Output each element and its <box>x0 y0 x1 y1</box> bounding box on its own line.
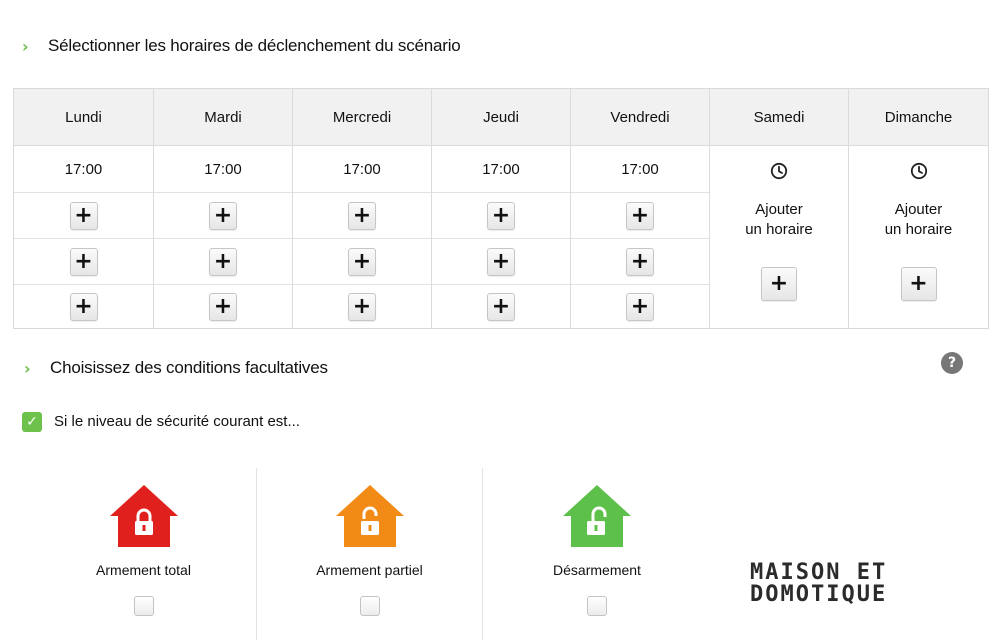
add-time-button[interactable]: + <box>487 293 515 321</box>
add-slot-cell <box>432 238 570 284</box>
add-slot-cell <box>154 238 292 284</box>
security-condition-checkbox[interactable]: ✓ <box>22 412 42 432</box>
add-time-button[interactable]: + <box>901 267 937 301</box>
day-column-vendredi <box>570 89 709 328</box>
add-text-line: Ajouter <box>755 201 803 218</box>
schedule-section-header <box>22 36 461 56</box>
house-lock-open-icon <box>561 483 633 549</box>
day-column-samedi <box>709 89 848 328</box>
logo-line-2: DOMOTIQUE <box>750 582 888 607</box>
day-header: Lundi <box>65 109 102 126</box>
add-text-line: Ajouter <box>894 201 943 218</box>
security-option-checkbox[interactable] <box>587 596 607 616</box>
security-option-label: Armement total <box>96 562 191 578</box>
add-time-button[interactable]: + <box>70 293 98 321</box>
add-slot-cell <box>14 192 153 238</box>
add-time-button[interactable]: + <box>626 248 654 276</box>
security-option-label: Désarmement <box>553 562 641 578</box>
add-slot-cell <box>571 284 709 329</box>
add-time-button[interactable]: + <box>761 267 797 301</box>
time-slot[interactable]: 17:00 <box>204 160 242 178</box>
add-slot-cell <box>14 238 153 284</box>
time-slot[interactable]: 17:00 <box>64 160 103 178</box>
chevron-right-icon: › <box>22 36 29 56</box>
help-icon[interactable]: ? <box>941 352 963 374</box>
time-slot[interactable]: 17:00 <box>482 160 520 178</box>
security-option-armement-partiel <box>257 468 483 640</box>
add-text-line: un horaire <box>745 221 813 238</box>
conditions-section-header <box>24 358 328 378</box>
security-option-label: Armement partiel <box>316 562 423 578</box>
empty-day-body <box>849 146 988 329</box>
security-option-checkbox[interactable] <box>360 596 380 616</box>
logo-line-1: MAISON ET <box>750 560 888 585</box>
add-slot-cell <box>154 192 292 238</box>
clock-icon <box>770 162 788 180</box>
empty-day-body <box>710 146 848 329</box>
add-slot-cell <box>154 284 292 329</box>
add-time-button[interactable]: + <box>209 293 237 321</box>
conditions-section-title: Choisissez des conditions facultatives <box>50 358 328 377</box>
maison-et-domotique-logo <box>750 562 960 610</box>
day-header: Dimanche <box>884 109 953 126</box>
add-slot-cell <box>432 192 570 238</box>
add-time-button[interactable]: + <box>70 248 98 276</box>
add-slot-cell <box>293 238 431 284</box>
security-option-desarmement <box>484 468 710 640</box>
time-slot[interactable]: 17:00 <box>343 160 381 178</box>
day-column-mercredi <box>292 89 431 328</box>
add-text-line: un horaire <box>884 221 953 238</box>
add-schedule-text <box>710 200 848 240</box>
schedule-table <box>13 88 989 329</box>
day-column-dimanche <box>848 89 988 328</box>
security-condition-label: Si le niveau de sécurité courant est... <box>54 413 300 430</box>
add-time-button[interactable]: + <box>348 293 376 321</box>
add-slot-cell <box>14 284 153 329</box>
add-slot-cell <box>571 192 709 238</box>
house-lock-half-open-icon <box>334 483 406 549</box>
day-header: Jeudi <box>483 109 519 126</box>
security-option-armement-total <box>31 468 257 640</box>
add-slot-cell <box>293 284 431 329</box>
add-slot-cell <box>432 284 570 329</box>
day-column-mardi <box>153 89 292 328</box>
add-schedule-text <box>849 200 988 240</box>
chevron-right-icon: › <box>24 358 31 378</box>
add-time-button[interactable]: + <box>209 202 237 230</box>
add-time-button[interactable]: + <box>348 248 376 276</box>
add-time-button[interactable]: + <box>626 202 654 230</box>
time-slot[interactable]: 17:00 <box>621 160 659 178</box>
add-time-button[interactable]: + <box>209 248 237 276</box>
add-slot-cell <box>293 192 431 238</box>
day-header: Mardi <box>204 109 242 126</box>
add-time-button[interactable]: + <box>348 202 376 230</box>
day-header: Vendredi <box>610 109 670 126</box>
schedule-section-title: Sélectionner les horaires de déclenchement du scénario <box>48 36 461 55</box>
add-time-button[interactable]: + <box>70 202 98 230</box>
security-option-checkbox[interactable] <box>134 596 154 616</box>
add-time-button[interactable]: + <box>487 248 515 276</box>
day-header: Samedi <box>753 109 805 126</box>
add-time-button[interactable]: + <box>626 293 654 321</box>
house-lock-closed-icon <box>108 483 180 549</box>
add-slot-cell <box>571 238 709 284</box>
day-header: Mercredi <box>332 109 392 126</box>
day-column-lundi <box>14 89 153 328</box>
day-column-jeudi <box>431 89 570 328</box>
add-time-button[interactable]: + <box>487 202 515 230</box>
clock-icon <box>910 162 928 180</box>
